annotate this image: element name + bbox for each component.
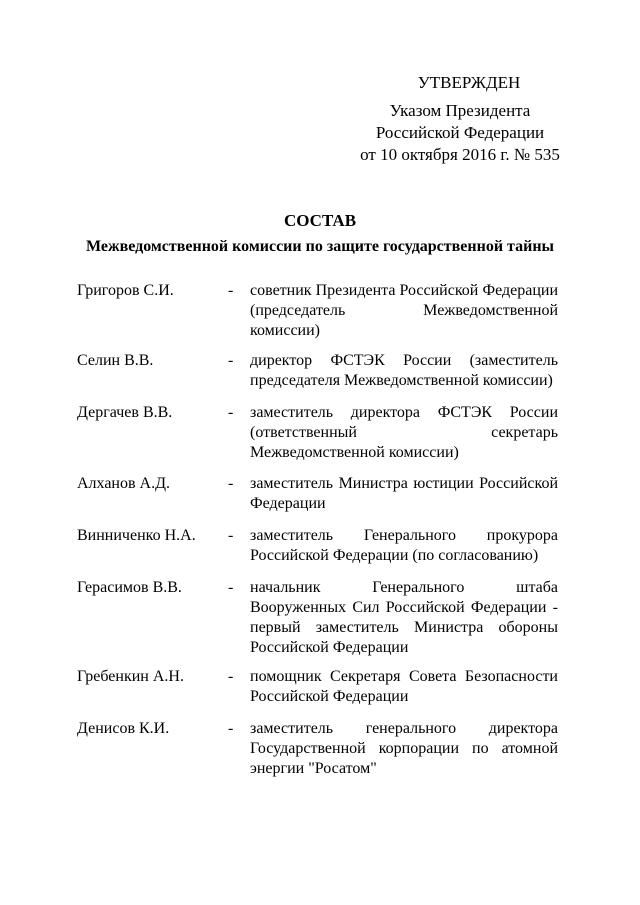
member-dash: - (228, 720, 234, 737)
member-name: Григоров С.И. (77, 282, 174, 299)
member-role: заместитель Генерального прокурора Российской Федерации (по согласованию) (250, 527, 558, 564)
member-role: помощник Секретаря Совета Безопасности Российской Федерации (250, 668, 558, 705)
member-name: Дергачев В.В. (77, 404, 173, 421)
document-subtitle: Межведомственной комиссии по защите государственной тайны (85, 238, 555, 255)
member-role: советник Президента Российской Федерации (председатель Межведомственной комиссии) (250, 282, 558, 339)
member-dash: - (228, 404, 234, 421)
member-name: Герасимов В.В. (77, 579, 182, 596)
member-role: заместитель директора ФСТЭК России (ответственный секретарь Межведомственной комиссии) (250, 404, 558, 461)
document-title: СОСТАВ (283, 211, 357, 230)
member-name: Винниченко Н.А. (77, 527, 196, 544)
approval-line-1: Указом Президента (389, 101, 531, 120)
member-name: Алханов А.Д. (77, 475, 171, 492)
member-dash: - (228, 527, 234, 544)
approval-line-2: Российской Федерации (375, 123, 545, 142)
member-dash: - (228, 579, 234, 596)
member-dash: - (228, 475, 234, 492)
member-name: Селин В.В. (77, 352, 154, 369)
member-dash: - (228, 282, 234, 299)
member-role: директор ФСТЭК России (заместитель председателя Межведомственной комиссии) (250, 352, 558, 389)
approval-heading: УТВЕРЖДЕН (417, 73, 521, 92)
member-role: заместитель Министра юстиции Российской Федерации (250, 475, 558, 512)
approval-stamp (340, 72, 580, 166)
member-role: заместитель генерального директора Государственной корпорации по атомной энергии "Росатом" (250, 720, 558, 777)
member-name: Гребенкин А.Н. (77, 668, 184, 685)
member-dash: - (228, 352, 234, 369)
approval-line-3: от 10 октября 2016 г. № 535 (360, 145, 560, 164)
member-role: начальник Генерального штаба Вооруженных Сил Российской Федерации - первый заместитель Министра обороны Российской Федерации (250, 579, 558, 656)
member-dash: - (228, 668, 234, 685)
member-name: Денисов К.И. (77, 720, 170, 737)
